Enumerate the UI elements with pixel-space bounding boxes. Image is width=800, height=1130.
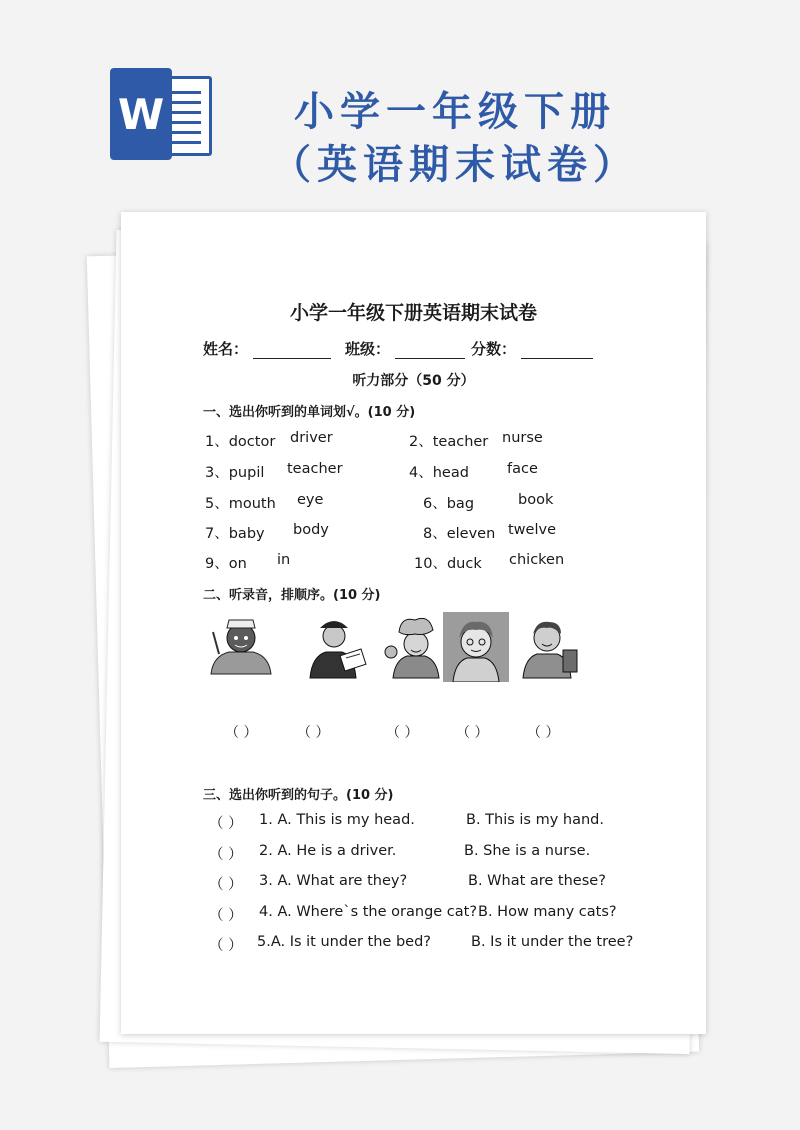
pupil-picture xyxy=(513,612,581,682)
answer-paren[interactable]: （ ） xyxy=(225,725,258,741)
word-item[interactable]: 5、mouth xyxy=(205,496,276,512)
sentence-option-a[interactable]: 4. A. Where`s the orange cat? xyxy=(259,904,478,920)
section1-heading: 一、选出你听到的单词划√。(10 分) xyxy=(203,405,416,420)
sentence-option-a[interactable]: 3. A. What are they? xyxy=(259,873,408,889)
word-item[interactable]: 8、eleven xyxy=(423,526,496,542)
word-item[interactable]: 9、on xyxy=(205,556,247,572)
answer-paren[interactable]: （ ） xyxy=(209,877,243,893)
word-item[interactable]: 4、head xyxy=(409,465,469,481)
word-item[interactable]: body xyxy=(293,522,329,538)
word-item[interactable]: book xyxy=(518,492,554,508)
word-item[interactable]: 3、pupil xyxy=(205,465,265,481)
banner-title-line1: 小学一年级下册 xyxy=(294,89,616,135)
sentence-option-a[interactable]: 2. A. He is a driver. xyxy=(259,843,397,859)
nurse-picture xyxy=(203,612,279,682)
word-item[interactable]: nurse xyxy=(502,430,543,446)
word-logo-letter: W xyxy=(110,68,172,160)
word-item[interactable]: 7、baby xyxy=(205,526,265,542)
word-document-icon xyxy=(110,68,214,160)
score-blank[interactable] xyxy=(521,343,593,359)
score-field xyxy=(471,338,593,359)
banner xyxy=(0,0,800,200)
answer-paren[interactable]: （ ） xyxy=(297,725,330,741)
answer-paren[interactable]: （ ） xyxy=(209,908,243,924)
listening-title: 听力部分（50 分） xyxy=(352,373,475,389)
sentence-option-b[interactable]: B. Is it under the tree? xyxy=(471,934,634,950)
score-label: 分数： xyxy=(471,340,517,358)
class-blank[interactable] xyxy=(395,343,465,359)
sentence-option-a[interactable]: 5.A. Is it under the bed? xyxy=(257,934,431,950)
word-item[interactable]: driver xyxy=(290,430,333,446)
exam-page xyxy=(121,212,706,1034)
banner-title-line2: （英语期末试卷） xyxy=(271,142,639,188)
answer-paren[interactable]: （ ） xyxy=(456,725,489,741)
section2-heading: 二、听录音，排顺序。(10 分) xyxy=(203,588,381,603)
word-item[interactable]: 1、doctor xyxy=(205,434,276,450)
sentence-option-b[interactable]: B. This is my hand. xyxy=(466,812,604,828)
name-label: 姓名： xyxy=(203,340,249,358)
police-officer-picture xyxy=(296,612,372,682)
word-item[interactable]: teacher xyxy=(287,461,343,477)
word-item[interactable]: in xyxy=(277,552,291,568)
name-blank[interactable] xyxy=(253,343,331,359)
answer-paren[interactable]: （ ） xyxy=(527,725,560,741)
word-item[interactable]: twelve xyxy=(508,522,556,538)
name-field xyxy=(203,338,331,359)
word-item[interactable]: 2、teacher xyxy=(409,434,489,450)
exam-title: 小学一年级下册英语期末试卷 xyxy=(289,302,537,324)
sentence-option-a[interactable]: 1. A. This is my head. xyxy=(259,812,415,828)
class-label: 班级： xyxy=(345,340,391,358)
answer-paren[interactable]: （ ） xyxy=(209,847,243,863)
answer-paren[interactable]: （ ） xyxy=(209,816,243,832)
sentence-option-b[interactable]: B. How many cats? xyxy=(478,904,617,920)
word-item[interactable]: chicken xyxy=(509,552,565,568)
answer-paren[interactable]: （ ） xyxy=(209,938,243,954)
cook-picture xyxy=(379,612,451,682)
class-field xyxy=(345,338,465,359)
sentence-option-b[interactable]: B. She is a nurse. xyxy=(464,843,591,859)
word-item[interactable]: 10、duck xyxy=(414,556,482,572)
word-item[interactable]: 6、bag xyxy=(423,496,475,512)
section3-heading: 三、选出你听到的句子。(10 分) xyxy=(203,788,394,803)
answer-paren[interactable]: （ ） xyxy=(386,725,419,741)
old-woman-picture xyxy=(443,612,509,682)
word-item[interactable]: face xyxy=(507,461,538,477)
sentence-option-b[interactable]: B. What are these? xyxy=(468,873,606,889)
word-item[interactable]: eye xyxy=(297,492,324,508)
